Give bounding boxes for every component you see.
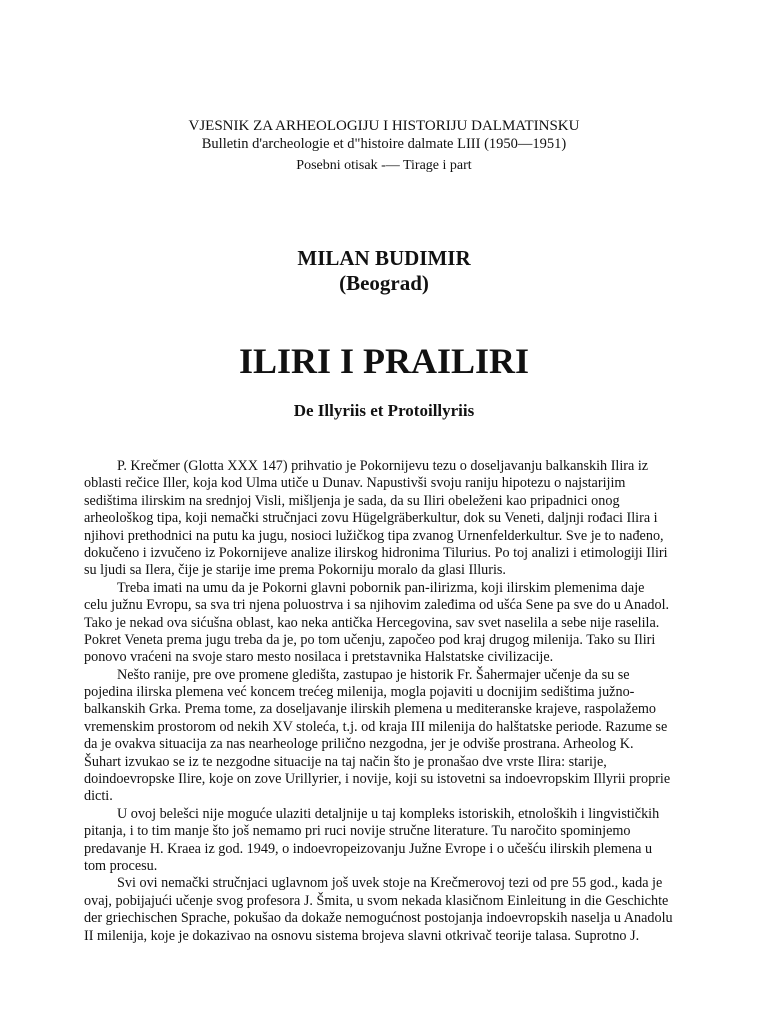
- author-place: (Beograd): [339, 271, 429, 295]
- author-name: MILAN BUDIMIR: [297, 246, 471, 270]
- body-text: [84, 458, 700, 945]
- body-line: predavanje H. Kraea iz god. 1949, o indoevropeizovanju Južne Evrope i o učešću ilirskih plemena u: [84, 840, 653, 857]
- body-line: Svi ovi nemački stručnjaci uglavnom još uvek stoje na Krečmerovoj tezi od pre 55 god., kada je: [117, 875, 663, 892]
- body-line: ponovo vraćeni na svoje staro mesto nosilaca i pretstavnika Halstatske civilizacije.: [84, 649, 554, 666]
- body-line: njihovi prethodnici na putu ka jugu, nosioci lužičkog tipa zvanog Urnenfelderkultur. Sve je to nađeno,: [84, 527, 664, 544]
- body-line: Tako je nekad ova sićušna oblast, kao neka antička Hercegovina, sav svet naselila a sebe nije raselila.: [84, 614, 660, 631]
- body-line: dicti.: [84, 788, 113, 805]
- body-line: oblasti rečice Iller, koja kod Ulma utiče u Dunav. Napustivši svoju raniju hipotezu o najstarijim: [84, 475, 626, 492]
- body-line: Treba imati na umu da je Pokorni glavni pobornik pan-ilirizma, koji ilirskim plemenima daje: [117, 579, 645, 596]
- bulletin-line: Bulletin d'archeologie et d"histoire dalmate LIII (1950—1951): [201, 136, 567, 152]
- author-block: [0, 246, 768, 296]
- body-line: da je ovakva situacija za nas nearheologe prilično nezgodna, jer je odviše prostrana. Arheolog K.: [84, 736, 634, 753]
- body-line: ovaj, pobijajući učenje svog profesora J. Šmita, u svom nekada klasičnom Einleitung in die Geschichte: [84, 892, 669, 909]
- article-title: ILIRI I PRAILIRI: [238, 341, 530, 381]
- body-line: celu južnu Evropu, sa sva tri njena poluostrva i sa njihovim zaleđima od ušća Sene pa sve do u Anadol.: [84, 597, 670, 614]
- body-line: vremenskim prostorom od nekih XV stoleća, t.j. od kraja III milenija do halštatske periode. Razume se: [84, 718, 668, 735]
- offprint-line: Posebni otisak -— Tirage i part: [296, 158, 472, 173]
- body-line: pojedina ilirska plemena već koncem trećeg milenija, mogla pojaviti u docnijim sedištima južno-: [84, 684, 635, 701]
- journal-title: VJESNIK ZA ARHEOLOGIJU I HISTORIJU DALMATINSKU: [188, 118, 580, 134]
- body-line: der griechischen Sprache, pokušao da dokaže nemogućnost postojanja indoevropskih naselja u Anadolu: [84, 910, 673, 927]
- body-line: U ovoj belešci nije moguće ulaziti detaljnije u taj kompleks istoriskih, etnoloških i lingvističkih: [117, 805, 660, 822]
- body-line: dokučeno i izvučeno iz Pokornijeve analize ilirskog hidronima Tilurius. Po toj analizi i etimologiji Iliri: [84, 544, 668, 561]
- body-line: doindoevropske Ilire, koje on zove Urillyrier, i novije, koji su istovetni sa indoevropskim Illyrii proprie: [84, 771, 671, 788]
- body-line: sedištima ilirskim na srednjoj Visli, mišljenja je sada, da su Iliri obeleženi kao pripadnici onog: [84, 492, 620, 509]
- body-line: su ljudi sa Ilera, čije je starije ime prema Pokorniju moralo da glasi Illuris.: [84, 562, 506, 579]
- journal-header: [0, 117, 768, 175]
- body-line: balkanskih Grka. Prema tome, za doseljavanje ilirskih plemena u mediteranske krajeve, raspolažemo: [84, 701, 657, 718]
- body-line: arheološkog tipa, koji nemački stručnjaci zovu Hügelgräberkultur, dok su Veneti, daljnji rođaci Ilira i: [84, 510, 658, 527]
- body-line: tom procesu.: [84, 857, 158, 874]
- article-subtitle: De Illyriis et Protoillyriis: [293, 401, 475, 420]
- body-line: Nešto ranije, pre ove promene gledišta, zastupao je historik Fr. Šahermajer učenje da su se: [117, 666, 630, 683]
- body-line: II milenija, koje je dokazivao na osnovu sistema brojeva slavni otkrivač teorije talasa. Suprotno J.: [84, 927, 640, 944]
- body-line: Pokret Veneta prema jugu treba da je, po tom učenju, započeo pod kraj drugog milenija. Tako su Iliri: [84, 631, 656, 648]
- body-line: pitanja, i to tim manje što još nemamo pri ruci novije stručne literature. Tu naročito spominjemo: [84, 823, 631, 840]
- body-line: Šuhart izvukao se iz te nezgodne situacije na taj način što je pronašao dve vrste Ilira: starije,: [84, 753, 607, 770]
- body-line: P. Krečmer (Glotta XXX 147) prihvatio je Pokornijevu tezu o doseljavanju balkanskih Ilira iz: [117, 458, 649, 474]
